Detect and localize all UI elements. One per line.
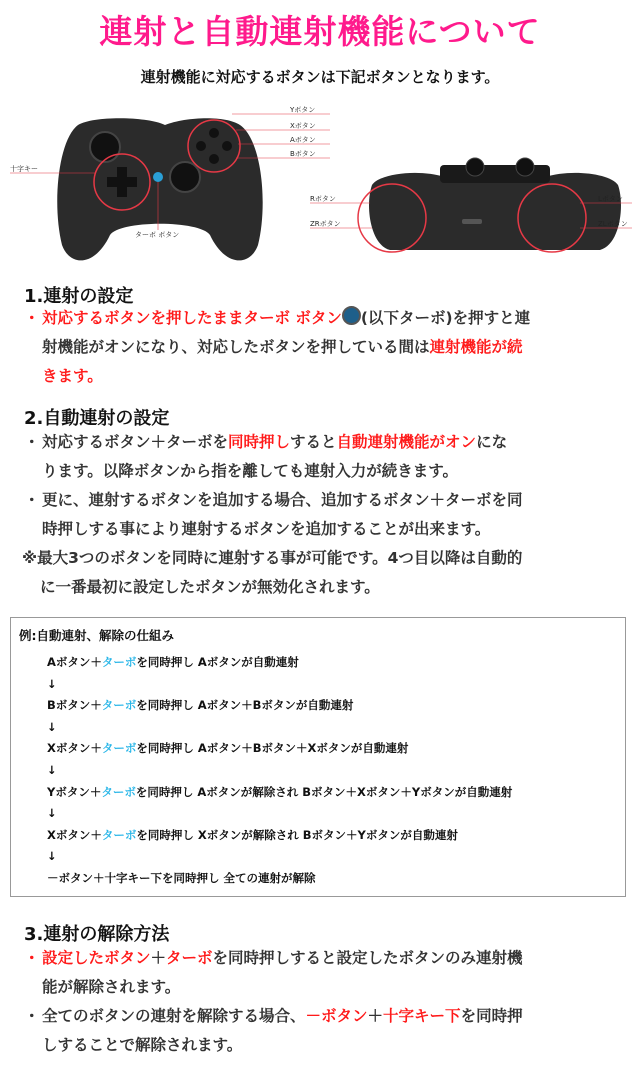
- section2-heading: 2.自動連射の設定: [24, 408, 170, 429]
- zl-button-label: ZLボタン: [598, 220, 628, 228]
- turbo-icon: [342, 306, 361, 325]
- r-button-label: Rボタン: [310, 195, 336, 203]
- controller-diagram: [0, 95, 640, 275]
- page-subtitle: 連射機能に対応するボタンは下記ボタンとなります。: [140, 68, 500, 86]
- example-steps: [47, 652, 512, 890]
- example-step: Bボタン＋ターボを同時押し Aボタン＋Bボタンが自動連射: [47, 698, 354, 713]
- example-step: Aボタン＋ターボを同時押し Aボタンが自動連射: [47, 655, 299, 669]
- b-button-label: Bボタン: [290, 150, 316, 158]
- a-button-label: Aボタン: [290, 136, 316, 144]
- zr-button-label: ZRボタン: [310, 220, 341, 228]
- section3-body: ・ 設定したボタン＋ターボを同時押しすると設定したボタンのみ連射機 能が解除されます。 ・ 全てのボタンの連射を解除する場合、－ボタン＋十字キー下を同時押 しすることで解除されます。: [24, 949, 523, 1054]
- turbo-button-icon: [153, 172, 163, 182]
- bullet: ・: [24, 309, 40, 327]
- example-step: Xボタン＋ターボを同時押し Xボタンが解除され Bボタン＋Yボタンが自動連射: [47, 827, 458, 842]
- page-title: 連射と自動連射機能について: [99, 12, 541, 51]
- controller-front-image: [57, 118, 262, 260]
- arrow: ↓: [47, 806, 57, 821]
- l-button-label: Lボタン: [598, 195, 623, 203]
- section2-body: ・ 対応するボタン＋ターボを同時押しすると自動連射機能がオンにな ります。以降ボタンから指を離しても連射入力が続きます。 ・ 更に、連射するボタンを追加する場合、追加するボタン＋ターボを同 時押しする事により連射するボタンを追加することが出来ます。 ※最大3つのボタンを同時に連射する事が可能です。4つ目以降は自動的 に一番最初に設定したボタンが無効化されます。: [22, 433, 523, 596]
- section3-heading: 3.連射の解除方法: [24, 924, 170, 945]
- x-button-label: Xボタン: [290, 122, 316, 130]
- example-last-step: －ボタン＋十字キー下を同時押し 全ての連射が解除: [47, 870, 316, 885]
- arrow: ↓: [47, 762, 57, 777]
- controller-top-image: [358, 158, 621, 252]
- y-button-label: Yボタン: [290, 106, 316, 114]
- arrow: ↓: [47, 719, 57, 734]
- left-stick-icon: [90, 132, 120, 162]
- example-heading: 例:自動連射、解除の仕組み: [19, 628, 174, 643]
- arrow: ↓: [47, 849, 57, 864]
- arrow: ↓: [47, 676, 57, 691]
- example-step: Yボタン＋ターボを同時押し Aボタンが解除され Bボタン＋Xボタン＋Yボタンが自動連射: [47, 784, 513, 799]
- turbo-button-label: ターボ ボタン: [135, 231, 180, 239]
- section1-heading: 1.連射の設定: [24, 286, 134, 307]
- right-stick-icon: [170, 162, 200, 192]
- dpad-label: 十字キー: [10, 165, 38, 173]
- section1-body: ・ 対応するボタンを押したままターボ ボタン (以下ターボ)を押すと連 射機能がオンになり、対応したボタンを押している間は連射機能が続 きます。: [24, 304, 624, 391]
- example-step: Xボタン＋ターボを同時押し Aボタン＋Bボタン＋Xボタンが自動連射: [47, 741, 409, 756]
- example-box: [10, 617, 626, 897]
